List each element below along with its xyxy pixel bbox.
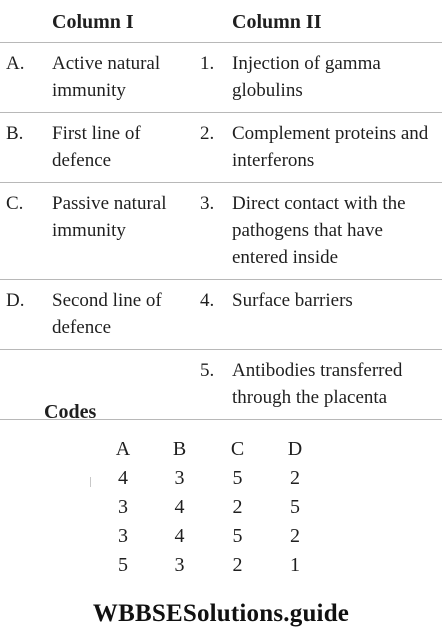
column-ii-item: Surface barriers (232, 290, 353, 311)
codes-header: C (230, 438, 245, 460)
site-watermark: WBBSESolutions.guide (92, 600, 350, 627)
row-number: 1. (200, 53, 215, 74)
codes-value: 3 (174, 554, 185, 576)
column-ii-item: Complement proteins and interferons (232, 123, 429, 171)
row-number: 3. (200, 193, 215, 214)
column-ii-item: Antibodies transferred through the placenta (232, 360, 403, 408)
codes-header: A (115, 438, 131, 460)
codes-value: 5 (290, 496, 300, 518)
row-number: 4. (200, 290, 215, 311)
codes-value: 3 (118, 525, 128, 547)
column-i-item: Active natural immunity (52, 53, 161, 101)
codes-value: 3 (174, 467, 185, 489)
row-letter (6, 350, 52, 365)
row-letter: B. (6, 123, 24, 144)
codes-header: B (172, 438, 187, 460)
table-row (0, 43, 442, 113)
row-number: 5. (200, 360, 215, 381)
codes-value: 4 (174, 525, 185, 547)
codes-value: 5 (118, 554, 128, 576)
row-letter: D. (6, 290, 25, 311)
codes-value: 2 (290, 525, 300, 547)
codes-value: 4 (118, 467, 128, 489)
codes-value: 1 (290, 554, 300, 576)
codes-title: Codes (44, 401, 97, 423)
column-i-item (52, 350, 200, 365)
codes-value: 2 (232, 554, 243, 576)
column-i-item: First line of defence (52, 123, 141, 171)
column-ii-item: Direct contact with the pathogens that have entered inside (232, 193, 406, 268)
codes-value: 2 (290, 467, 300, 489)
codes-value: 4 (174, 496, 185, 518)
row-number: 2. (200, 123, 215, 144)
column-i-header: Column I (52, 2, 200, 43)
column-ii-item: Injection of gamma globulins (232, 53, 381, 101)
row-letter: C. (6, 193, 24, 214)
matching-table (0, 2, 442, 420)
codes-grid (95, 438, 323, 583)
column-ii-header: Column II (232, 2, 442, 43)
codes-value: 3 (118, 496, 128, 518)
column-i-item: Passive natural immunity (52, 193, 167, 241)
table-row (0, 113, 442, 183)
row-letter: A. (6, 53, 25, 74)
table-header-row (0, 2, 442, 43)
codes-header: D (287, 438, 303, 460)
header-spacer (0, 2, 52, 43)
codes-value: 5 (232, 525, 243, 547)
column-i-item: Second line of defence (52, 290, 162, 338)
stray-mark (90, 477, 91, 487)
table-row (0, 183, 442, 280)
header-spacer (200, 2, 232, 43)
table-row (0, 280, 442, 350)
codes-value: 5 (232, 467, 243, 489)
codes-value: 2 (232, 496, 243, 518)
